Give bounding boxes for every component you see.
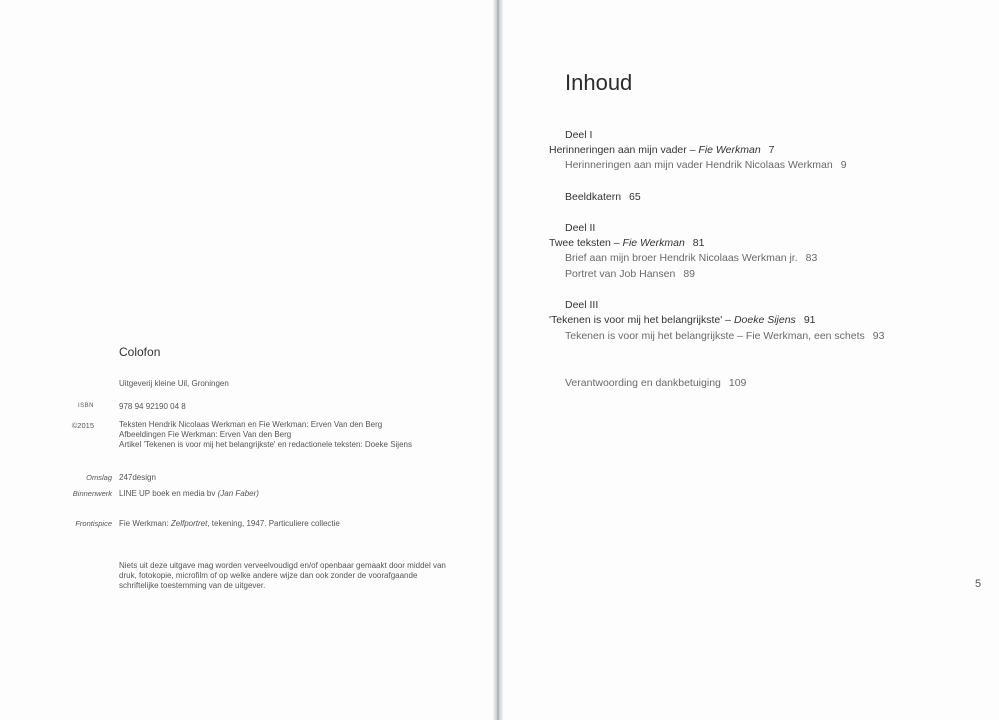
- verantwoording-page: 109: [728, 377, 747, 389]
- deel2-sub2-entry: [565, 268, 695, 280]
- colofon-title: Colofon: [119, 345, 161, 359]
- page-number: 5: [975, 578, 982, 590]
- deel1-entry: [549, 144, 775, 156]
- left-page: [0, 0, 497, 720]
- frontispice-label: Frontispice: [75, 519, 112, 528]
- isbn-value: 978 94 92190 04 8: [119, 402, 186, 411]
- deel1-author: Fie Werkman: [698, 144, 761, 156]
- deel1-sub-entry: [565, 159, 847, 171]
- deel3-author: Doeke Sijens: [733, 314, 796, 326]
- book-gutter: [493, 0, 503, 720]
- frontispice-value: [119, 519, 340, 529]
- right-page: [503, 0, 999, 720]
- omslag-label: Omslag: [86, 473, 112, 482]
- copyright-label: ©2015: [71, 421, 94, 430]
- deel2-title: Twee teksten –: [549, 237, 623, 249]
- deel2-sub1-page: 83: [805, 252, 818, 264]
- deel2-sub1-entry: [565, 252, 817, 264]
- binnenwerk-label: Binnenwerk: [72, 489, 112, 498]
- deel2-sub1-title: Brief aan mijn broer Hendrik Nicolaas Werkman jr.: [565, 252, 798, 264]
- deel2-label: Deel II: [565, 222, 596, 234]
- frontispice-suffix: , tekening, 1947. Particuliere collectie: [207, 519, 340, 528]
- deel1-label: Deel I: [565, 129, 593, 141]
- rights-notice: Niets uit deze uitgave mag worden verveelvoudigd en/of openbaar gemaakt door middel van druk, fotokopie, microfilm of op welke andere wijze dan ook zonder de voorafgaande schriftelijke toestemming van de uitgever.: [119, 561, 446, 590]
- isbn-label: ISBN: [77, 403, 94, 409]
- copyright-block: [119, 420, 412, 450]
- omslag-value: 247design: [119, 473, 156, 482]
- deel1-sub-title: Herinneringen aan mijn vader Hendrik Nicolaas Werkman: [565, 159, 833, 171]
- deel2-sub2-page: 89: [683, 268, 695, 280]
- copyright-line: Artikel 'Tekenen is voor mij het belangrijkste' en redactionele teksten: Doeke Sijens: [119, 440, 412, 449]
- toc-title: Inhoud: [565, 70, 633, 95]
- deel1-title: Herinneringen aan mijn vader –: [549, 144, 699, 156]
- frontispice-prefix: Fie Werkman:: [119, 519, 171, 528]
- deel2-page: 81: [692, 237, 705, 249]
- deel2-author: Fie Werkman: [622, 237, 685, 249]
- binnenwerk-text: LINE UP boek en media bv: [119, 489, 216, 498]
- deel2-sub2-title: Portret van Job Hansen: [565, 268, 676, 280]
- deel3-entry: [549, 314, 816, 326]
- binnenwerk-person: (Jan Faber): [217, 489, 259, 498]
- deel3-label: Deel III: [565, 299, 599, 311]
- deel3-sub-page: 93: [872, 330, 885, 342]
- deel3-title: 'Tekenen is voor mij het belangrijkste' –: [549, 314, 734, 326]
- deel3-sub-title: Tekenen is voor mij het belangrijkste – Fie Werkman, een schets: [565, 330, 865, 342]
- copyright-line: Afbeeldingen Fie Werkman: Erven Van den Berg: [119, 430, 292, 439]
- deel3-page: 91: [803, 314, 816, 326]
- verantwoording-title: Verantwoording en dankbetuiging: [565, 377, 721, 389]
- beeldkatern-page: 65: [629, 191, 641, 203]
- copyright-line: Teksten Hendrik Nicolaas Werkman en Fie Werkman: Erven Van den Berg: [119, 420, 383, 429]
- deel2-entry: [549, 237, 704, 249]
- binnenwerk-value: [119, 489, 259, 499]
- publisher: Uitgeverij kleine Uil, Groningen: [119, 379, 229, 388]
- verantwoording-entry: [565, 377, 746, 389]
- beeldkatern-entry: [565, 191, 641, 203]
- deel1-sub-page: 9: [840, 159, 847, 171]
- frontispice-title: Zelfportret: [170, 519, 208, 528]
- deel3-sub-entry: [565, 330, 884, 342]
- deel1-page: 7: [768, 144, 775, 156]
- beeldkatern-title: Beeldkatern: [565, 191, 622, 203]
